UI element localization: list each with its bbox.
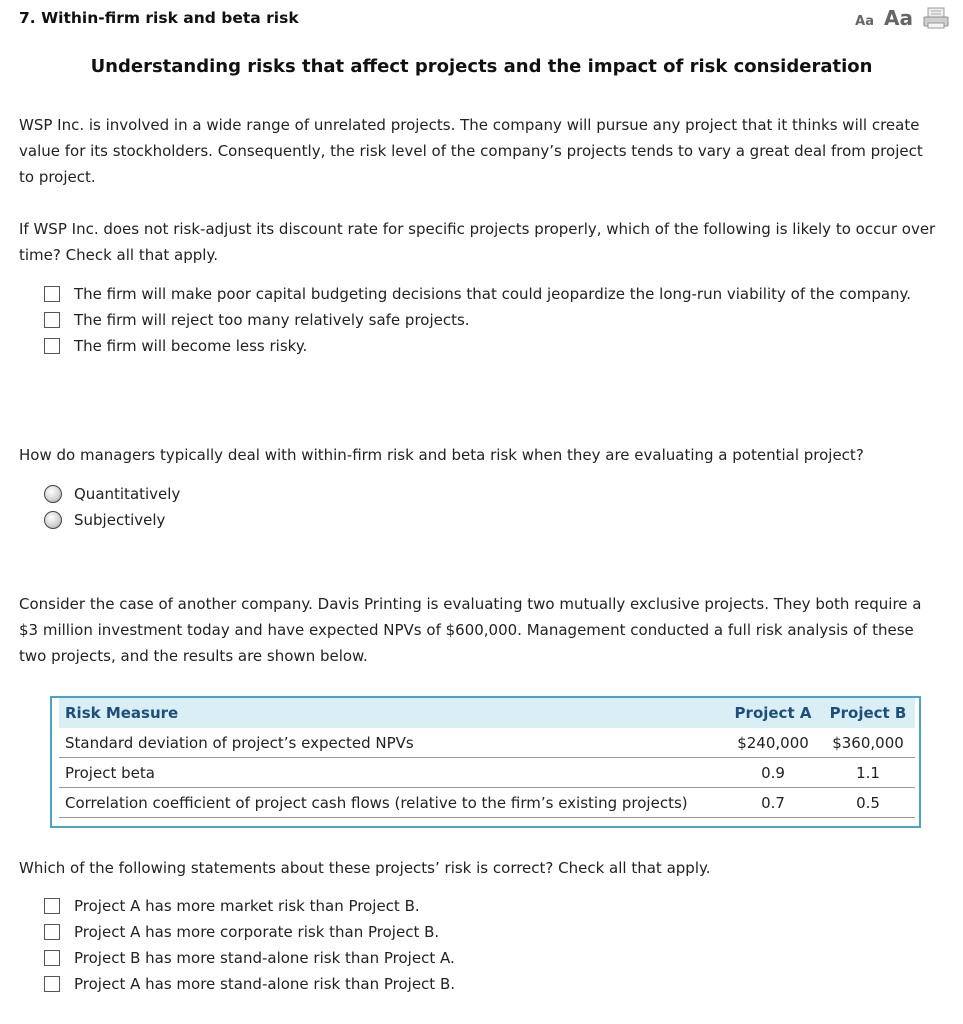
table-row — [59, 758, 915, 788]
print-icon[interactable] — [923, 7, 949, 29]
q1-option-1[interactable] — [44, 281, 924, 307]
q3-prompt: Which of the following statements about these projects’ risk is correct? Check all that apply. — [19, 859, 711, 877]
risk-table — [50, 696, 921, 828]
q1-option-3[interactable] — [44, 333, 924, 359]
radio-button[interactable] — [44, 485, 62, 503]
option-label: Subjectively — [74, 511, 166, 529]
table-row — [59, 788, 915, 818]
radio-button[interactable] — [44, 511, 62, 529]
column-header: Project A — [725, 698, 821, 728]
column-header: Project B — [821, 698, 915, 728]
table-cell: 0.9 — [725, 758, 821, 788]
q2-prompt: How do managers typically deal with within-firm risk and beta risk when they are evaluating a potential project? — [19, 446, 864, 464]
q3-option-2[interactable] — [44, 919, 924, 945]
option-label: Project A has more corporate risk than Project B. — [74, 923, 440, 941]
q3-options — [44, 893, 924, 997]
table-cell: 1.1 — [821, 758, 915, 788]
q3-option-4[interactable] — [44, 971, 924, 997]
table-row — [59, 728, 915, 758]
q3-option-3[interactable] — [44, 945, 924, 971]
table-cell: 0.7 — [725, 788, 821, 818]
question-title: 7. Within-firm risk and beta risk — [19, 9, 299, 27]
option-label: Project A has more market risk than Project B. — [74, 897, 420, 915]
option-label: The firm will reject too many relatively safe projects. — [74, 311, 470, 329]
intro-paragraph: WSP Inc. is involved in a wide range of unrelated projects. The company will pursue any project that it thinks will create value for its stockholders. Consequently, the risk level of the company’s projects tends to vary a great deal from project to project. — [19, 116, 923, 186]
checkbox[interactable] — [44, 898, 60, 914]
table-cell: $360,000 — [821, 728, 915, 758]
increase-font-button[interactable]: Aa — [884, 6, 913, 30]
option-label: Project A has more stand-alone risk than Project B. — [74, 975, 455, 993]
checkbox[interactable] — [44, 976, 60, 992]
q1-options — [44, 281, 924, 359]
option-label: The firm will make poor capital budgeting decisions that could jeopardize the long-run viability of the company. — [74, 285, 912, 303]
checkbox[interactable] — [44, 924, 60, 940]
q1-prompt: If WSP Inc. does not risk-adjust its discount rate for specific projects properly, which of the following is likely to occur over time? Check all that apply. — [19, 220, 936, 264]
decrease-font-button[interactable]: Aa — [855, 13, 875, 29]
table-cell: 0.5 — [821, 788, 915, 818]
checkbox[interactable] — [44, 338, 60, 354]
q3-option-1[interactable] — [44, 893, 924, 919]
table-cell: Correlation coefficient of project cash flows (relative to the firm’s existing projects) — [59, 788, 725, 818]
checkbox[interactable] — [44, 286, 60, 302]
font-tools — [855, 6, 949, 30]
case-paragraph: Consider the case of another company. Davis Printing is evaluating two mutually exclusive projects. They both require a $3 million investment today and have expected NPVs of $600,000. Management conducted a full risk analysis of these two projects, and the results are shown below. — [19, 595, 922, 665]
table-cell: Standard deviation of project’s expected NPVs — [59, 728, 725, 758]
q1-option-2[interactable] — [44, 307, 924, 333]
q2-options — [44, 481, 924, 533]
option-label: The firm will become less risky. — [74, 337, 308, 355]
option-label: Quantitatively — [74, 485, 181, 503]
checkbox[interactable] — [44, 312, 60, 328]
table-header-row — [59, 698, 915, 728]
column-header: Risk Measure — [59, 698, 725, 728]
option-label: Project B has more stand-alone risk than Project A. — [74, 949, 455, 967]
table-cell: $240,000 — [725, 728, 821, 758]
q2-option-1[interactable] — [44, 481, 924, 507]
q2-option-2[interactable] — [44, 507, 924, 533]
checkbox[interactable] — [44, 950, 60, 966]
section-heading: Understanding risks that affect projects and the impact of risk consideration — [90, 56, 873, 77]
table-cell: Project beta — [59, 758, 725, 788]
